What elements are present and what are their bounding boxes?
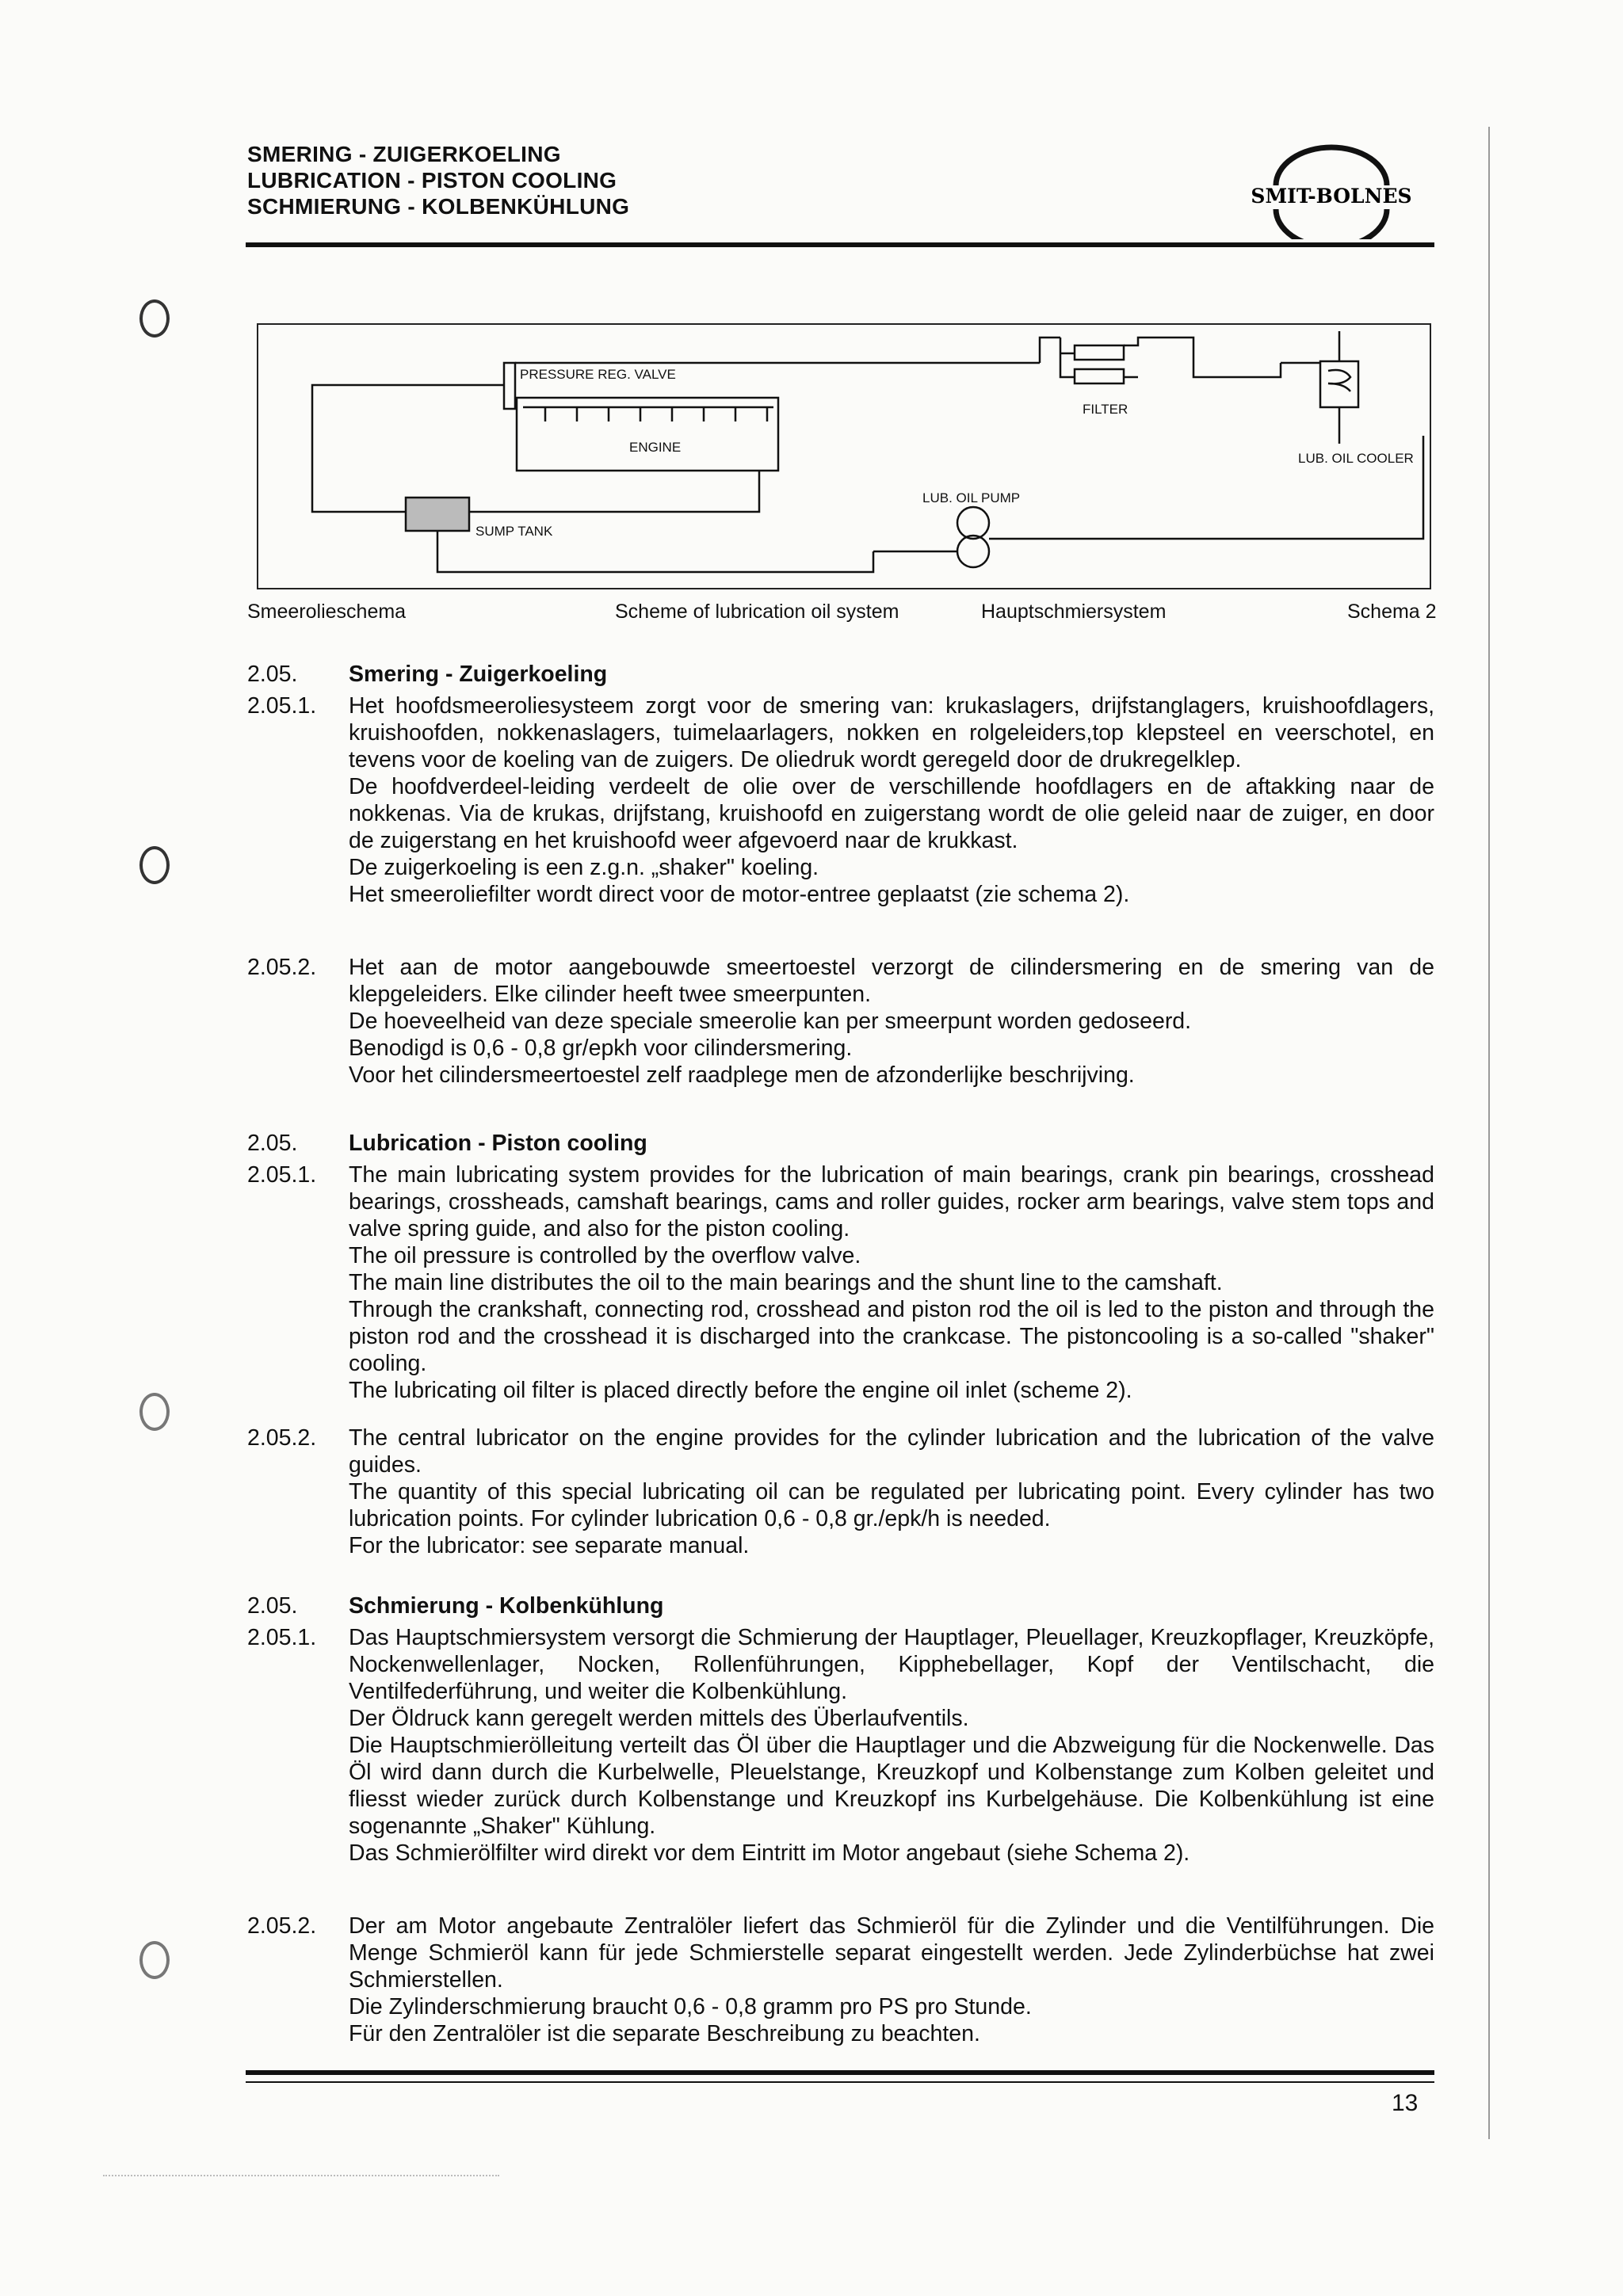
- pressure-valve-label: PRESSURE REG. VALVE: [520, 367, 676, 382]
- punch-hole-mark: [139, 1941, 170, 1979]
- paragraph-number: 2.05.2.: [247, 955, 317, 980]
- paragraph-number: 2.05.1.: [247, 693, 317, 719]
- paragraph-body: Der am Motor angebaute Zentralöler liefert das Schmieröl für die Zylinder und die Ventilführungen. Die Menge Schmieröl kann für jede Schmierstelle separat eingestellt werden. Jede Zylinderbüchse hat zwei Schmierstellen. Die Zylinderschmierung braucht 0,6 - 0,8 gramm pro PS pro Stunde. Für den Zentralöler ist die separate Beschreibung zu beachten.: [349, 1913, 1434, 2046]
- section-number: 2.05.: [247, 1131, 298, 1156]
- paragraph-number: 2.05.2.: [247, 1425, 317, 1451]
- section-english: [247, 1130, 1436, 1573]
- section-number: 2.05.: [247, 662, 298, 687]
- section-heading: Smering - Zuigerkoeling: [349, 662, 608, 687]
- section-german: [247, 1592, 1436, 2052]
- page-header-title: [247, 141, 629, 219]
- punch-hole-mark: [139, 1393, 170, 1431]
- title-english: LUBRICATION - PISTON COOLING: [247, 168, 617, 193]
- filter-label: FILTER: [1083, 402, 1128, 417]
- paragraph-number: 2.05.2.: [247, 1913, 317, 1939]
- caption-schema-number: Schema 2: [1347, 601, 1437, 623]
- title-german: SCHMIERUNG - KOLBENKÜHLUNG: [247, 194, 630, 219]
- paragraph-body: The main lubricating system provides for the lubrication of main bearings, crank pin bearings, crosshead bearings, crossheads, camshaft bearings, cams and roller guides, rocker arm bearings, valve stem tops and valve spring guide, and also for the piston cooling. The oil pressure is controlled by the overflow valve. The main line distributes the oil to the main bearings and the shunt line to the camshaft. Through the crankshaft, connecting rod, crosshead and piston rod the oil is led to the piston and through the piston rod and the crosshead it is discharged into the crankcase. The pistoncooling is a so-called "shaker" cooling. The lubricating oil filter is placed directly before the engine oil inlet (scheme 2).: [349, 1162, 1434, 1403]
- caption-english: Scheme of lubrication oil system: [615, 601, 899, 623]
- sump-label: SUMP TANK: [475, 524, 553, 539]
- section-heading: Lubrication - Piston cooling: [349, 1131, 647, 1156]
- footer-rule: [246, 2070, 1434, 2075]
- paragraph-body: Het aan de motor aangebouwde smeertoestel verzorgt de cilindersmering en de smering van de klepgeleiders. Elke cilinder heeft twee smeerpunten. De hoeveelheid van deze speciale smeerolie kan per smeerpunt worden gedoseerd. Benodigd is 0,6 - 0,8 gr/epkh voor cilindersmering. Voor het cilindersmeertoestel zelf raadplege men de afzonderlijke beschrijving.: [349, 955, 1434, 1088]
- punch-hole-mark: [139, 299, 170, 338]
- engine-block: [517, 398, 778, 471]
- paragraph-body: Das Hauptschmiersystem versorgt die Schmierung der Hauptlager, Pleuellager, Kreuzkopflager, Kreuzköpfe, Nockenwellenlager, Nocken, Rollenführungen, Kipphebellager, Kopf der Ventilschacht, die Ventilfederführung, und weiter die Kolbenkühlung. Der Öldruck kann geregelt werden mittels des Überlaufventils. Die Hauptschmierölleitung verteilt das Öl über die Hauptlager und die Abzweigung für die Nockenwelle. Das Öl wird dann durch die Kurbelwelle, Pleuelstange, Kreuzkopf und Kolbenstange zum Kolben geleitet und fliesst wieder zurück durch Kolbenstange und Kreuzkopf ins Kurbelgehäuse. Die Kolbenkühlung ist eine sogenannte „Shaker" Kühlung. Das Schmierölfilter wird direkt vor dem Eintritt im Motor angebaut (siehe Schema 2).: [349, 1625, 1434, 1866]
- cooler-label: LUB. OIL COOLER: [1298, 451, 1414, 466]
- lubrication-scheme-diagram: [257, 323, 1431, 589]
- paragraph-number: 2.05.1.: [247, 1625, 317, 1650]
- smit-bolnes-logo-icon: [1228, 144, 1434, 239]
- svg-text:SMIT-BOLNES: SMIT-BOLNES: [1251, 185, 1412, 208]
- lubrication-scheme-svg: [258, 325, 1430, 588]
- paragraph-body: Het hoofdsmeeroliesysteem zorgt voor de smering van: krukaslagers, drijfstanglagers, kruishoofdlagers, kruishoofden, nokkenaslagers, tuimelaarlagers, nokken en rolgeleiders,top klepsteel en veerschotel, en tevens voor de koeling van de zuigers. De oliedruk wordt geregeld door de drukregelklep. De hoofdverdeel-leiding verdeelt de olie over de verschillende hoofdlagers en de aftakking naar de nokkenas. Via de krukas, drijfstang, kruishoofd en zuigerstang wordt de olie geleid naar de zuiger, en door de zuigerstang en het kruishoofd weer afgevoerd naar de krukkast. De zuigerkoeling is een z.g.n. „shaker" koeling. Het smeeroliefilter wordt direct voor de motor-entree geplaatst (zie schema 2).: [349, 693, 1434, 907]
- section-heading: Schmierung - Kolbenkühlung: [349, 1593, 664, 1619]
- footer-rule-thin: [246, 2081, 1434, 2083]
- punch-hole-mark: [139, 846, 170, 884]
- scan-dotted-line: [103, 2175, 499, 2176]
- scan-edge-line: [1488, 127, 1490, 2139]
- paragraph-body: The central lubricator on the engine provides for the cylinder lubrication and the lubrication of the valve guides. The quantity of this special lubricating oil can be regulated per lubricating point. Every cylinder has two lubrication points. For cylinder lubrication 0,6 - 0,8 gr./epk/h is needed. For the lubricator: see separate manual.: [349, 1425, 1434, 1558]
- section-dutch: [247, 661, 1436, 1104]
- header-rule: [246, 242, 1434, 247]
- caption-dutch: Smeerolieschema: [247, 601, 407, 623]
- title-dutch: SMERING - ZUIGERKOELING: [247, 142, 561, 166]
- engine-label: ENGINE: [629, 440, 682, 455]
- page-number: 13: [1392, 2090, 1419, 2116]
- pump-label: LUB. OIL PUMP: [922, 490, 1021, 505]
- paragraph-number: 2.05.1.: [247, 1162, 317, 1188]
- caption-german: Hauptschmiersystem: [981, 601, 1167, 623]
- section-number: 2.05.: [247, 1593, 298, 1619]
